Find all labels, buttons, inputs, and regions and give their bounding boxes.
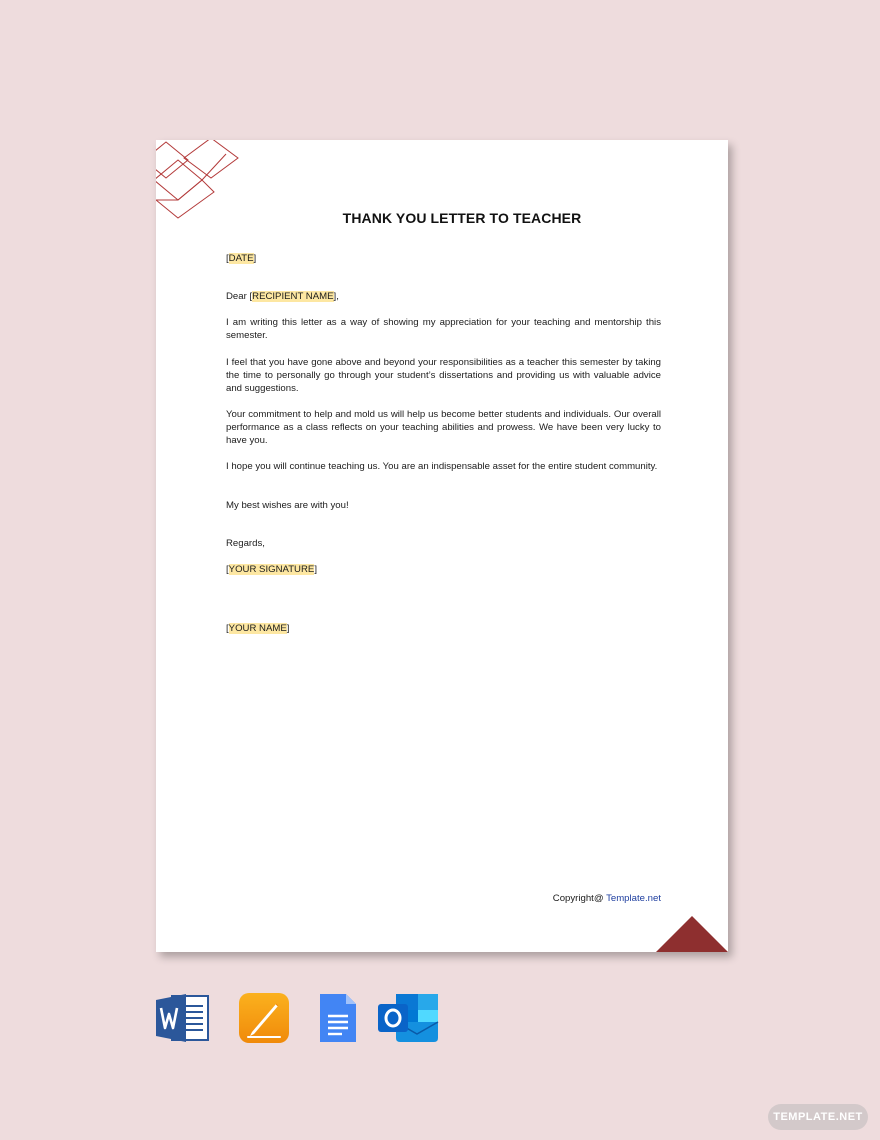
template-net-badge[interactable]: TEMPLATE.NET [768,1104,868,1130]
copyright-prefix: Copyright@ [552,893,607,904]
paragraph-5: My best wishes are with you! [226,500,349,511]
name-line: [YOUR NAME] [226,623,290,634]
signature-placeholder: YOUR SIGNATURE [228,564,315,575]
microsoft-word-icon[interactable] [156,992,210,1044]
paragraph-1: I am writing this letter as a way of showing my appreciation for your teaching and mentorship this semester. [226,317,661,341]
corner-diamond-decoration [156,140,246,220]
apple-pages-icon[interactable] [238,992,290,1044]
name-placeholder: YOUR NAME [228,623,287,634]
corner-triangle-decoration [656,914,728,952]
google-docs-icon[interactable] [318,992,358,1044]
paragraph-3: Your commitment to help and mold us will help us become better students and individuals. Our overall performance as a class reflects on your teaching abilities and prowess. We have been very lucky to have you. [226,409,661,446]
signature-line: [YOUR SIGNATURE] [226,564,317,575]
paragraph-2: I feel that you have gone above and beyond your responsibilities as a teacher this semester by taking the time to personally go through your student’s dissertations and providing us with valuable advice and suggestions. [226,357,661,394]
paragraph-4: I hope you will continue teaching us. You are an indispensable asset for the entire student community. [226,461,658,472]
salutation-prefix: Dear [226,291,250,302]
microsoft-outlook-icon[interactable] [378,992,440,1044]
closing-line: Regards, [226,538,265,549]
salutation-line: Dear [RECIPIENT NAME], [226,291,339,302]
date-placeholder: DATE [228,253,254,264]
recipient-placeholder: RECIPIENT NAME [252,291,334,302]
copyright-link[interactable]: Template.net [606,893,661,904]
date-line: [DATE] [226,253,257,264]
copyright-line [456,893,661,904]
letter-title: THANK YOU LETTER TO TEACHER [342,210,582,226]
letter-page [156,140,728,952]
